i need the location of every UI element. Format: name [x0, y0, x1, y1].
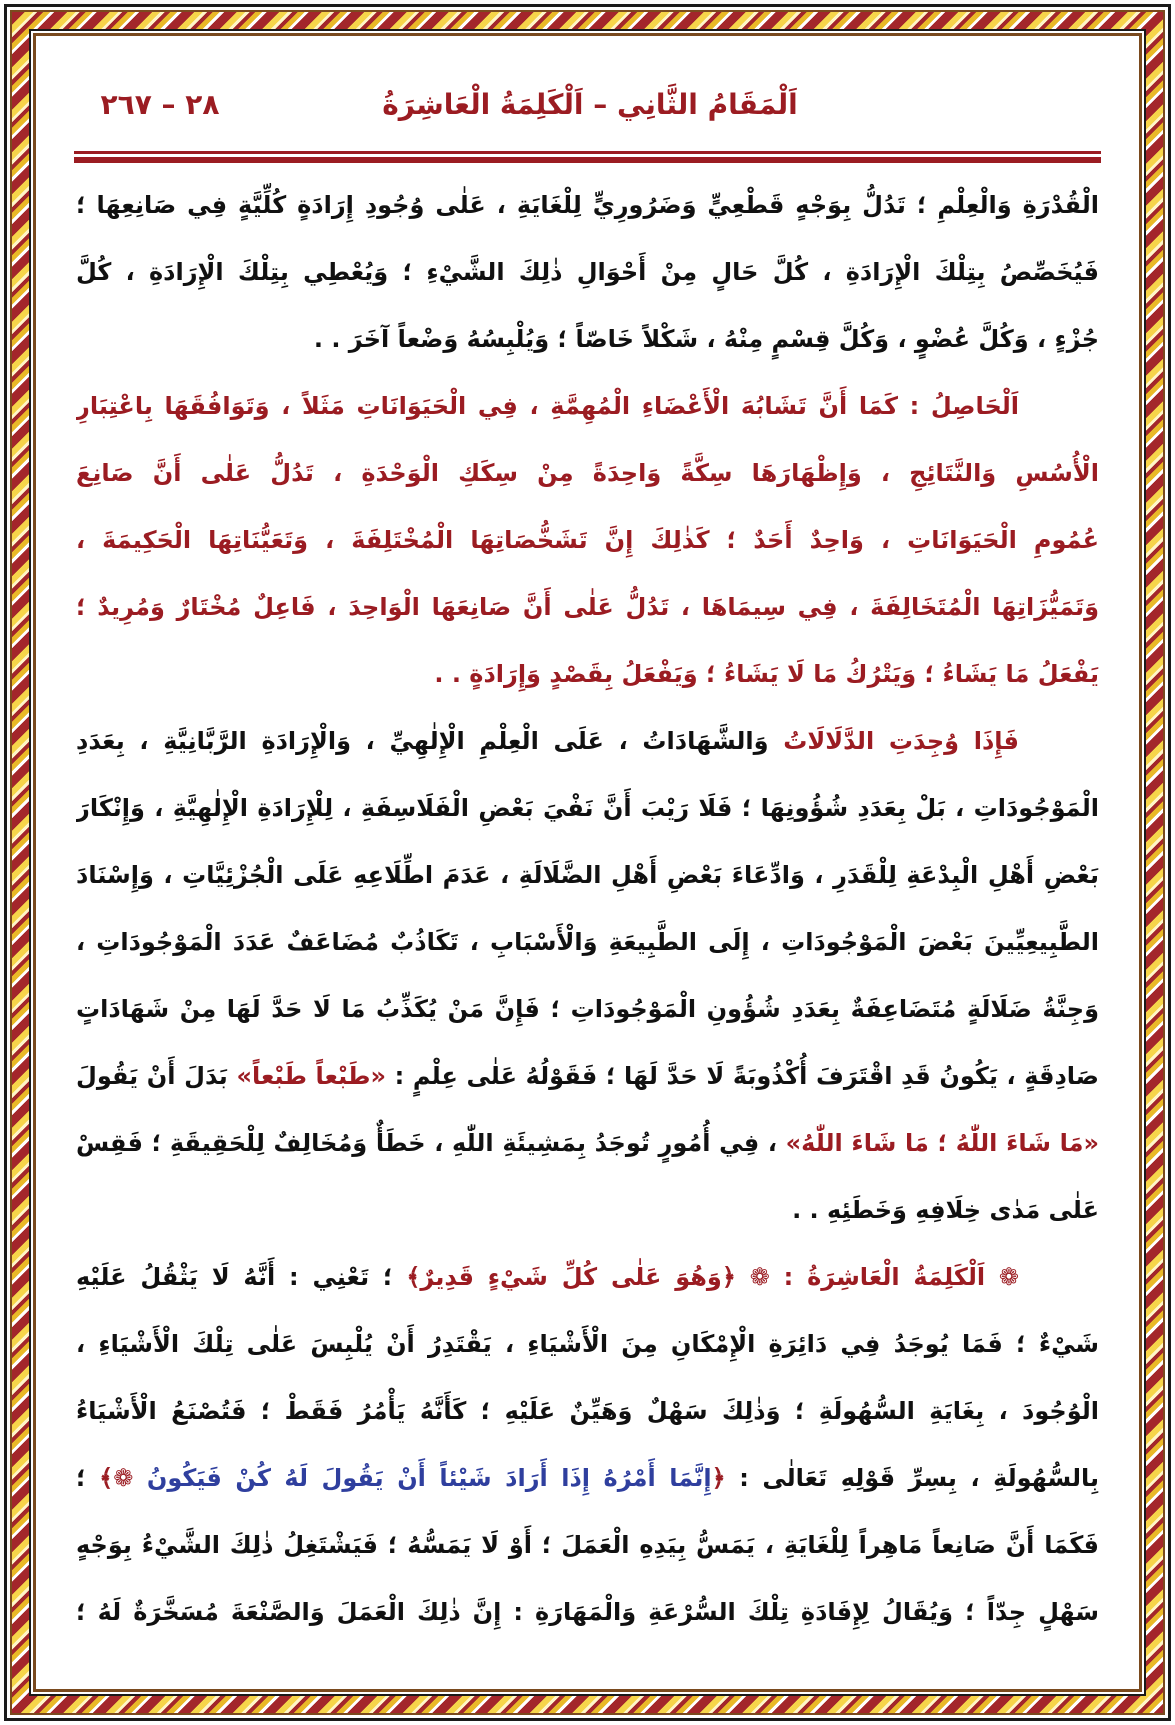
text-line [76, 842, 1099, 909]
text-segment: وَالشَّهَادَاتُ ، عَلَى الْعِلْمِ الْإِلٰهِيِّ ، وَالْإِرَادَةِ الرَّبَّانِيَّةِ ، بِعَدَدِ [76, 727, 769, 755]
highlighted-text: ❁ اَلْكَلِمَةُ الْعَاشِرَةُ : ❁ ﴿وَهُوَ عَلٰى كُلِّ شَيْءٍ قَدِيرٌ﴾ [406, 1263, 1019, 1291]
text-segment: جُزْءٍ ، وَكُلَّ عُضْوٍ ، وَكُلَّ قِسْمٍ مِنْهُ ، شَكْلاً خَاصّاً ؛ وَيُلْبِسُهُ وَضْعاً آخَرَ . . [313, 325, 1099, 353]
text-line [76, 708, 1099, 775]
text-segment: الْوُجُودَ ، بِغَايَةِ السُّهُولَةِ ؛ وَذٰلِكَ سَهْلٌ وَهَيِّنٌ عَلَيْهِ ؛ كَأَنَّهُ يَأْمُرُ فَقَطْ ؛ فَتُصْنَعُ الْأَشْيَاءُ [76, 1397, 1099, 1425]
text-line [76, 976, 1099, 1043]
text-line [76, 775, 1099, 842]
text-segment: وَجِنَّةُ ضَلَالَةٍ مُتَضَاعِفَةٌ بِعَدَدِ شُؤُونِ الْمَوْجُودَاتِ ؛ فَإِنَّ مَنْ يُكَذِّبُ مَا لَا حَدَّ لَهَا مِنْ شَهَادَاتٍ [76, 995, 1099, 1023]
highlighted-text: الْأُسُسِ وَالنَّتَائِجِ ، وَإِظْهَارَهَا سِكَّةً وَاحِدَةً مِنْ سِكَكِ الْوَحْدَةِ ، تَدُلُّ عَلٰى أَنَّ صَانِعَ [76, 459, 1099, 487]
highlighted-text: «طَبْعاً طَبْعاً» [236, 1062, 387, 1090]
text-line [76, 574, 1099, 641]
highlighted-text: «مَا شَاءَ اللّٰهُ ؛ مَا شَاءَ اللّٰهُ» [785, 1129, 1099, 1157]
text-segment: بِالسُّهُولَةِ ، بِسِرِّ قَوْلِهِ تَعَالٰى : [725, 1464, 1099, 1492]
text-line [76, 1177, 1099, 1244]
highlighted-text: ❁﴾ [99, 1464, 147, 1492]
text-segment: سَهْلٍ جِدّاً ؛ وَيُقَالُ لِإِفَادَةِ تِلْكَ السُّرْعَةِ وَالْمَهَارَةِ : إِنَّ ذٰلِكَ الْعَمَلَ وَالصَّنْعَةَ مُسَخَّرَةٌ لَهُ ؛ [76, 1598, 1099, 1626]
text-segment: الْقُدْرَةِ وَالْعِلْمِ ؛ تَدُلُّ بِوَجْهٍ قَطْعِيٍّ وَضَرُورِيٍّ لِلْغَايَةِ ، عَلٰى وُجُودِ إِرَادَةٍ كُلِّيَّةٍ فِي صَانِعِهَا ؛ [76, 191, 1099, 219]
text-segment: عَلٰى مَدٰى خِلَافِهِ وَخَطَئِهِ . . [792, 1196, 1099, 1224]
text-segment: الطَّبِيعِيِّينَ بَعْضَ الْمَوْجُودَاتِ ، إِلَى الطَّبِيعَةِ وَالْأَسْبَابِ ، تَكَاذُبٌ مُضَاعَفٌ عَدَدَ الْمَوْجُودَاتِ ، [76, 928, 1099, 956]
highlighted-text: فَإِذَا وُجِدَتِ الدَّلَالَاتُ [768, 727, 1019, 755]
text-line [76, 1043, 1099, 1110]
quran-verse: إِنَّمَا أَمْرُهُ إِذَا أَرَادَ شَيْئاً أَنْ يَقُولَ لَهُ كُنْ فَيَكُونُ [146, 1464, 712, 1492]
text-line [76, 239, 1099, 306]
text-segment: الْمَوْجُودَاتِ ، بَلْ بِعَدَدِ شُؤُونِهَا ؛ فَلَا رَيْبَ أَنَّ نَفْيَ بَعْضِ الْفَلَاسِفَةِ ، لِلْإِرَادَةِ الْإِلٰهِيَّةِ ، وَإِنْكَارَ [76, 794, 1099, 822]
highlighted-text: عُمُومِ الْحَيَوَانَاتِ ، وَاحِدٌ أَحَدٌ ؛ كَذٰلِكَ إِنَّ تَشَخُّصَاتِهَا الْمُخْتَلِفَةَ ، وَتَعَيُّنَاتِهَا الْحَكِيمَةَ ، [76, 526, 1099, 554]
text-line [76, 507, 1099, 574]
highlighted-text: ﴿ [711, 1464, 726, 1492]
text-line [76, 373, 1099, 440]
page-body-text [76, 172, 1099, 1646]
text-line [76, 1579, 1099, 1646]
page-number: ٢٨ – ٢٦٧ [100, 88, 220, 121]
text-segment: بَعْضِ أَهْلِ الْبِدْعَةِ لِلْقَدَرِ ، وَادِّعَاءَ بَعْضِ أَهْلِ الضَّلَالَةِ ، عَدَمَ اطِّلَاعِهِ عَلَى الْجُزْئِيَّاتِ ، وَإِسْنَادَ [76, 861, 1099, 889]
highlighted-text: يَفْعَلُ مَا يَشَاءُ ؛ وَيَتْرُكُ مَا لَا يَشَاءُ ؛ وَيَفْعَلُ بِقَصْدٍ وَإِرَادَةٍ . . [434, 660, 1099, 688]
text-line [76, 440, 1099, 507]
text-segment: صَادِقَةٍ ، يَكُونُ قَدِ اقْتَرَفَ أُكْذُوبَةً لَا حَدَّ لَهَا ؛ فَقَوْلُهُ عَلٰى عِلْمٍ : [386, 1062, 1099, 1090]
highlighted-text: اَلْحَاصِلُ : كَمَا أَنَّ تَشَابُهَ الْأَعْضَاءِ الْمُهِمَّةِ ، فِي الْحَيَوَانَاتِ مَثَلاً ، وَتَوَافُقَهَا بِاعْتِبَارِ [76, 392, 1019, 420]
text-segment: ؛ تَعْنِي : أَنَّهُ لَا يَثْقُلُ عَلَيْهِ [76, 1263, 407, 1291]
text-line [76, 306, 1099, 373]
running-header-title: اَلْمَقَامُ الثَّانِي – اَلْكَلِمَةُ الْعَاشِرَةُ [382, 88, 798, 121]
text-segment: فَيُخَصِّصُ بِتِلْكَ الْإِرَادَةِ ، كُلَّ حَالٍ مِنْ أَحْوَالِ ذٰلِكَ الشَّيْءِ ؛ وَيُعْطِي بِتِلْكَ الْإِرَادَةِ ، كُلَّ [76, 258, 1099, 286]
text-line [76, 172, 1099, 239]
text-line [76, 1244, 1099, 1311]
text-segment: ؛ [76, 1464, 100, 1492]
highlighted-text: وَتَمَيُّزَاتِهَا الْمُتَخَالِفَةَ ، فِي سِيمَاهَا ، تَدُلُّ عَلٰى أَنَّ صَانِعَهَا الْوَاحِدَ ، فَاعِلٌ مُخْتَارٌ وَمُرِيدٌ ؛ [76, 593, 1099, 621]
text-line [76, 1512, 1099, 1579]
text-segment: ، فِي أُمُورٍ تُوجَدُ بِمَشِيئَةِ اللّٰهِ ، خَطَأٌ وَمُخَالِفٌ لِلْحَقِيقَةِ ؛ فَقِسْ [76, 1129, 786, 1157]
text-segment: فَكَمَا أَنَّ صَانِعاً مَاهِراً لِلْغَايَةِ ، يَمَسُّ بِيَدِهِ الْعَمَلَ ؛ أَوْ لَا يَمَسُّهُ ؛ فَيَشْتَغِلُ ذٰلِكَ الشَّيْءُ بِوَجْهٍ [76, 1531, 1099, 1559]
header-rule-thin [74, 151, 1101, 154]
text-line [76, 1378, 1099, 1445]
text-line [76, 1110, 1099, 1177]
header-rule-thick [74, 157, 1101, 163]
text-line [76, 1311, 1099, 1378]
text-segment: شَيْءٌ ؛ فَمَا يُوجَدُ فِي دَائِرَةِ الْإِمْكَانِ مِنَ الْأَشْيَاءِ ، يَقْتَدِرُ أَنْ يُلْبِسَ عَلٰى تِلْكَ الْأَشْيَاءِ ، [76, 1330, 1099, 1358]
text-line [76, 909, 1099, 976]
text-line [76, 1445, 1099, 1512]
text-line [76, 641, 1099, 708]
text-segment: بَدَلَ أَنْ يَقُولَ [76, 1062, 228, 1090]
